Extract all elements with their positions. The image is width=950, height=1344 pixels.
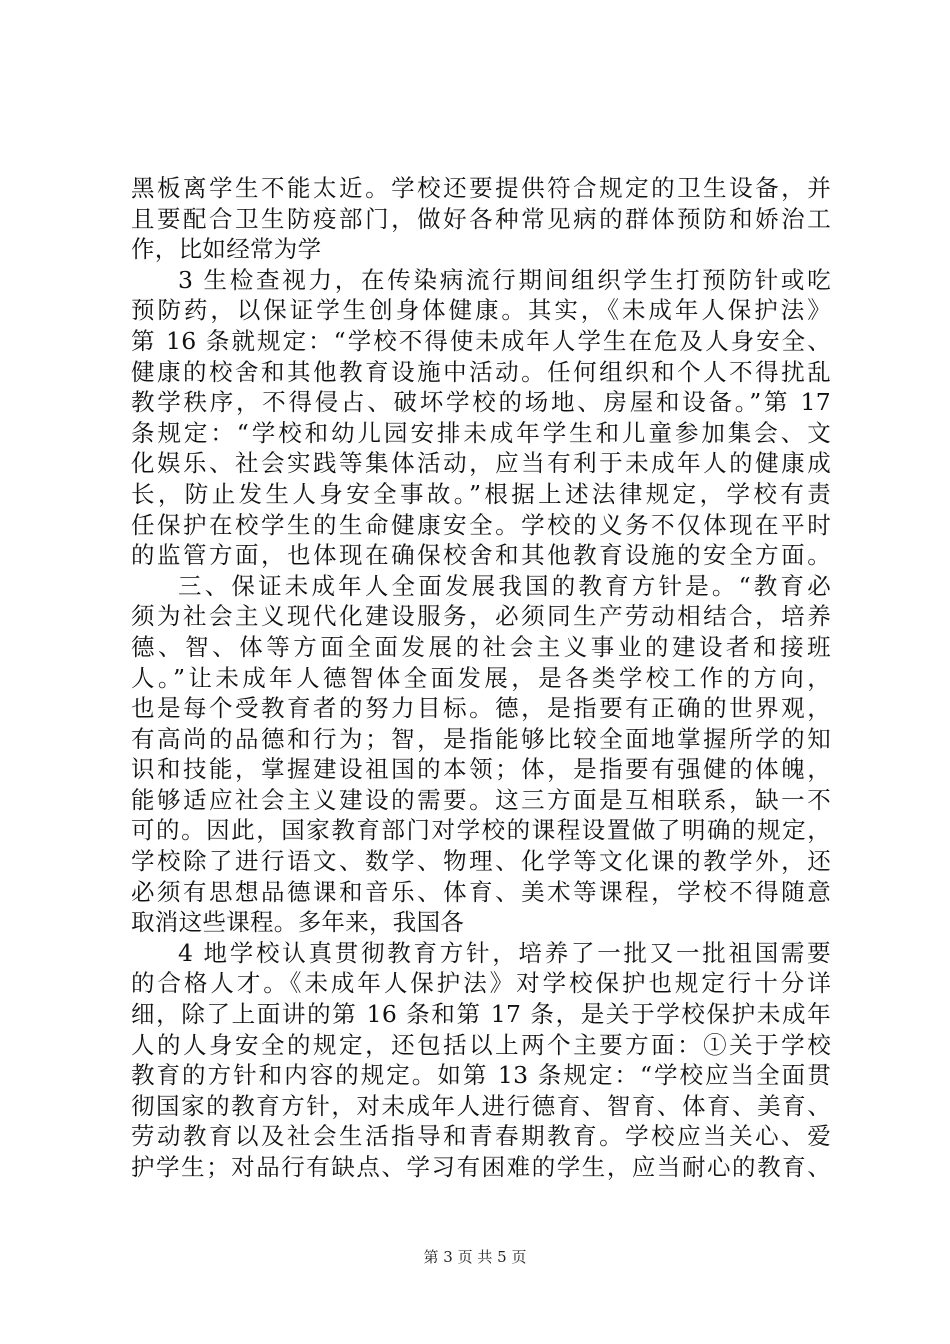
text-line: 德、智、体等方面全面发展的社会主义事业的建设者和接班 <box>131 632 831 661</box>
text-line: 学校除了进行语文、数学、物理、化学等文化课的教学外，还 <box>131 847 831 876</box>
text-line: 4 地学校认真贯彻教育方针，培养了一批又一批祖国需要 <box>178 938 831 967</box>
text-line: 健康的校舍和其他教育设施中活动。任何组织和个人不得扰乱 <box>131 357 831 386</box>
text-line: 彻国家的教育方针，对未成年人进行德育、智育、体育、美育、 <box>131 1091 831 1120</box>
text-line: 作，比如经常为学 <box>131 235 322 264</box>
text-line: 必须有思想品德课和音乐、体育、美术等课程，学校不得随意 <box>131 877 831 906</box>
text-line: 预防药，以保证学生创身体健康。其实，《未成年人保护法》 <box>131 296 831 325</box>
text-line: 三、保证未成年人全面发展我国的教育方针是。“教育必 <box>178 571 831 600</box>
text-line: 长，防止发生人身安全事故。”根据上述法律规定，学校有责 <box>131 479 831 508</box>
text-line: 条规定：“学校和幼儿园安排未成年学生和儿童参加集会、文 <box>131 418 831 447</box>
text-line: 化娱乐、社会实践等集体活动，应当有利于未成年人的健康成 <box>131 449 831 478</box>
text-line: 人。”让未成年人德智体全面发展，是各类学校工作的方向， <box>131 663 831 692</box>
text-line: 有高尚的品德和行为；智，是指能够比较全面地掌握所学的知 <box>131 724 831 753</box>
text-line: 教育的方针和内容的规定。如第 13 条规定：“学校应当全面贯 <box>131 1061 831 1090</box>
text-line: 识和技能，掌握建设祖国的本领；体，是指要有强健的体魄， <box>131 755 831 784</box>
text-line: 取消这些课程。多年来，我国各 <box>131 908 465 937</box>
text-line: 任保护在校学生的生命健康安全。学校的义务不仅体现在平时 <box>131 510 831 539</box>
text-line: 劳动教育以及社会生活指导和青春期教育。学校应当关心、爱 <box>131 1122 831 1151</box>
text-line: 须为社会主义现代化建设服务，必须同生产劳动相结合，培养 <box>131 602 831 631</box>
page-number-footer: 第 3 页 共 5 页 <box>423 1248 527 1266</box>
text-line: 且要配合卫生防疫部门，做好各种常见病的群体预防和娇治工 <box>131 204 831 233</box>
text-line: 细，除了上面讲的第 16 条和第 17 条，是关于学校保护未成年 <box>131 1000 831 1029</box>
text-line: 第 16 条就规定：“学校不得使未成年人学生在危及人身安全、 <box>131 326 831 355</box>
text-line: 的合格人才。《未成年人保护法》对学校保护也规定行十分详 <box>131 969 831 998</box>
text-line: 可的。因此，国家教育部门对学校的课程设置做了明确的规定， <box>131 816 831 845</box>
text-line: 护学生；对品行有缺点、学习有困难的学生，应当耐心的教育、 <box>131 1153 831 1181</box>
text-line: 人的人身安全的规定，还包括以上两个主要方面：①关于学校 <box>131 1030 831 1059</box>
text-line: 能够适应社会主义建设的需要。这三方面是互相联系，缺一不 <box>131 785 831 814</box>
text-line: 教学秩序，不得侵占、破坏学校的场地、房屋和设备。”第 17 <box>131 388 831 417</box>
text-line: 黑板离学生不能太近。学校还要提供符合规定的卫生设备，并 <box>131 174 831 202</box>
body-text <box>131 173 831 1183</box>
text-line: 也是每个受教育者的努力目标。德，是指要有正确的世界观， <box>131 694 831 723</box>
text-line: 的监管方面，也体现在确保校舍和其他教育设施的安全方面。 <box>131 541 831 570</box>
text-line: 3 生检查视力，在传染病流行期间组织学生打预防针或吃 <box>178 265 831 294</box>
